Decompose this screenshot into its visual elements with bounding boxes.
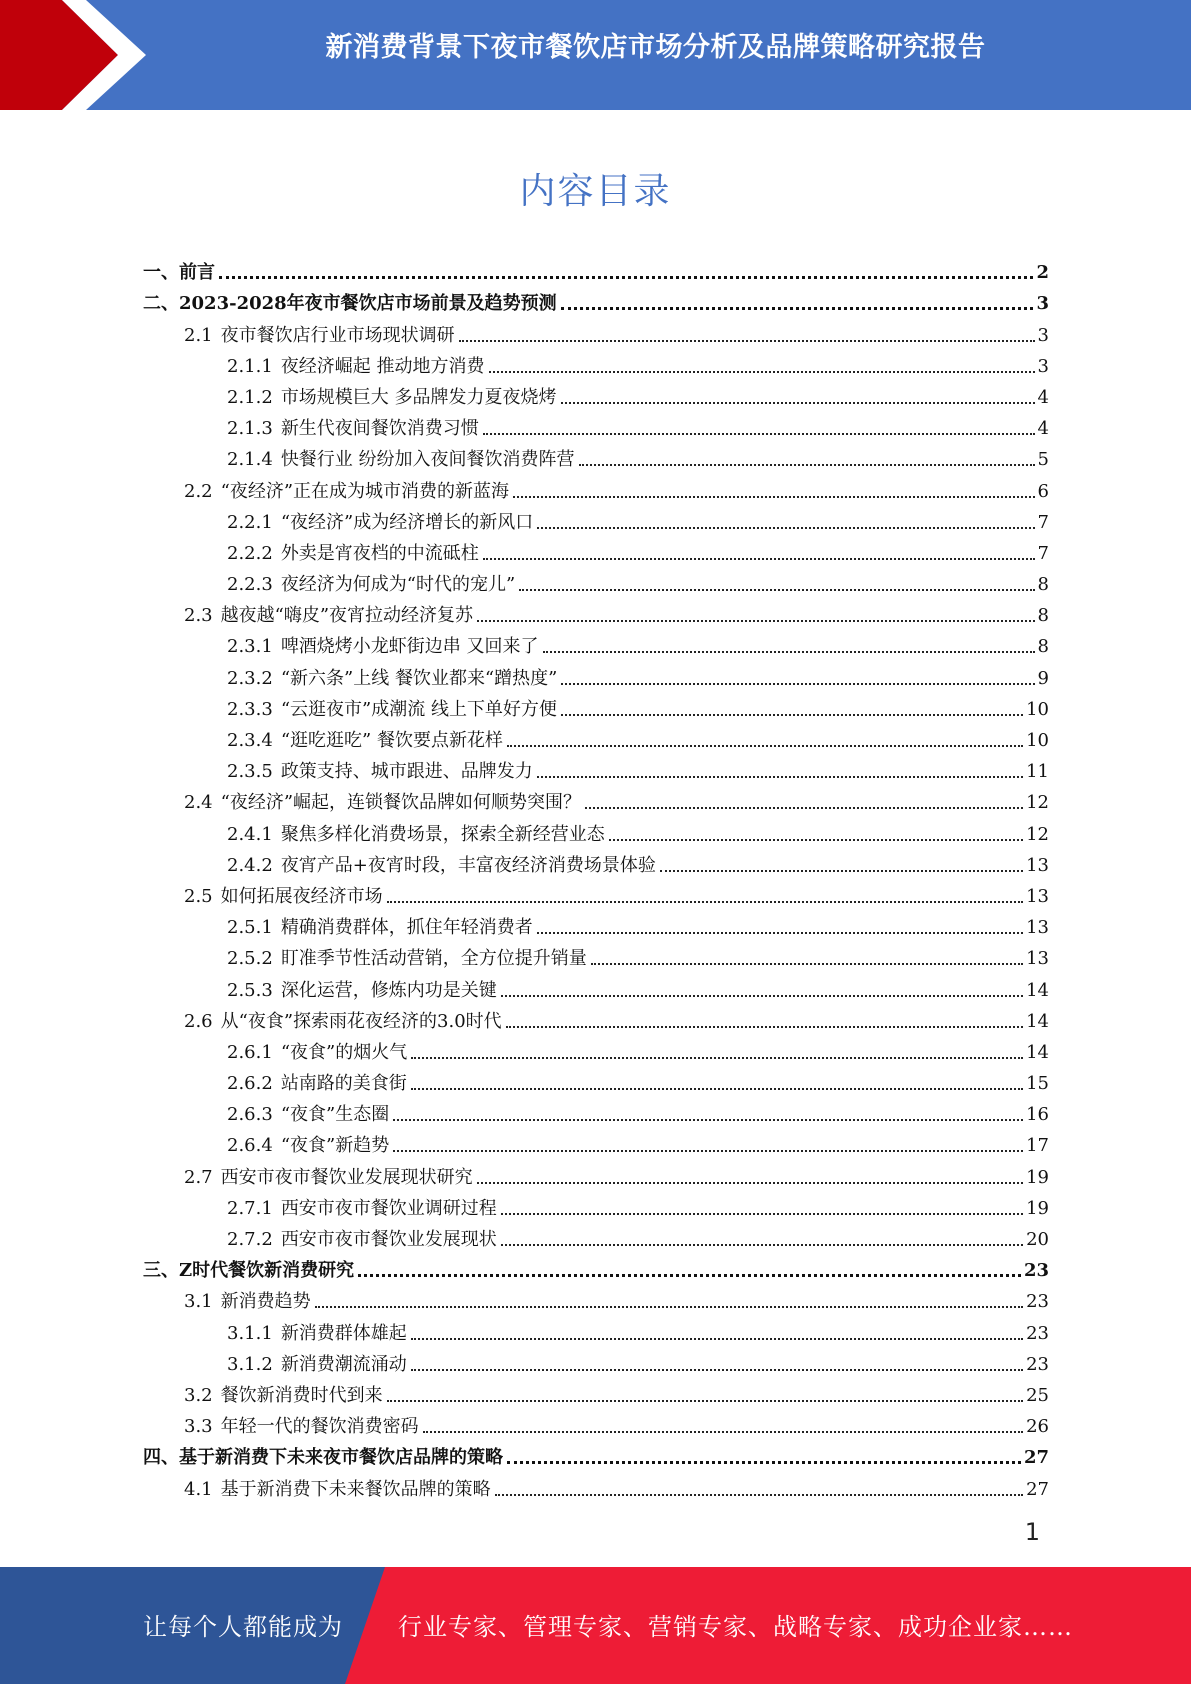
toc-entry-title: 外卖是宵夜档的中流砥柱 [280, 542, 479, 564]
toc-entry[interactable] [143, 909, 1049, 940]
toc-entry-number: 2.2 [184, 480, 213, 502]
toc-entry[interactable] [143, 1346, 1049, 1377]
toc-entry-title: “新六条”上线 餐饮业都来“蹭热度” [280, 667, 558, 689]
toc-entry-number: 2.1.2 [227, 386, 273, 408]
toc-entry-title: 如何拓展夜经济市场 [220, 885, 383, 907]
toc-dot-leader [387, 901, 1023, 903]
toc-entry-number: 2.6.3 [227, 1104, 273, 1126]
toc-dot-leader [219, 276, 1033, 279]
toc-entry-title: 新生代夜间餐饮消费习惯 [280, 418, 479, 440]
toc-entry-page: 4 [1037, 418, 1049, 440]
toc-entry-page: 13 [1026, 854, 1049, 876]
toc-entry-number: 2.4.1 [227, 823, 273, 845]
toc-dot-leader [507, 745, 1023, 747]
toc-entry-number: 3.2 [184, 1384, 213, 1406]
toc-entry-page: 15 [1026, 1073, 1049, 1095]
toc-entry[interactable] [143, 1283, 1049, 1314]
toc-entry-page: 14 [1026, 979, 1049, 1001]
toc-entry-number: 2.6.1 [227, 1041, 273, 1063]
toc-entry[interactable] [143, 847, 1049, 878]
toc-entry-title: 啤酒烧烤小龙虾街边串 又回来了 [280, 636, 539, 658]
toc-entry-title: 餐饮新消费时代到来 [220, 1384, 383, 1406]
toc-entry-title: 站南路的美食街 [280, 1073, 407, 1095]
toc-entry[interactable] [143, 316, 1049, 347]
toc-entry-number: 2.6 [184, 1010, 213, 1032]
toc-entry-title: 夜经济崛起 推动地方消费 [280, 355, 485, 377]
toc-dot-leader [477, 620, 1035, 622]
toc-entry-number: 2.3.3 [227, 698, 273, 720]
toc-entry[interactable] [143, 410, 1049, 441]
footer-slogan-right: 行业专家、管理专家、营销专家、战略专家、成功企业家…… [398, 1613, 1073, 1641]
toc-entry-number: 2.2.3 [227, 574, 273, 596]
toc-entry-number: 2.5.1 [227, 917, 273, 939]
toc-entry-number: 2.7.2 [227, 1229, 273, 1250]
toc-dot-leader [519, 589, 1034, 591]
toc-entry[interactable] [143, 1408, 1049, 1439]
toc-entry-number: 2.3.1 [227, 636, 273, 658]
toc-entry-page: 25 [1026, 1384, 1049, 1406]
toc-entry-page: 8 [1037, 605, 1049, 627]
toc-entry-page: 19 [1026, 1197, 1049, 1219]
toc-entry[interactable] [143, 1470, 1049, 1501]
toc-entry-page: 20 [1026, 1229, 1049, 1250]
toc-dot-leader [591, 963, 1023, 965]
toc-entry-page: 23 [1026, 1291, 1049, 1313]
toc-dot-leader [489, 371, 1035, 373]
toc-entry-page: 27 [1026, 1478, 1049, 1500]
toc-entry-title: 聚焦多样化消费场景，探索全新经营业态 [280, 823, 605, 845]
toc-entry-page: 27 [1023, 1447, 1049, 1469]
toc-dot-leader [513, 496, 1035, 498]
toc-entry-title: 二、2023-2028年夜市餐饮店市场前景及趋势预测 [143, 293, 557, 315]
toc-entry-page: 10 [1026, 698, 1049, 720]
toc-entry-number: 4.1 [184, 1478, 213, 1500]
toc-dot-leader [459, 340, 1035, 342]
toc-entry-number: 2.1.4 [227, 449, 273, 471]
toc-entry[interactable] [143, 691, 1049, 722]
toc-dot-leader [411, 1057, 1023, 1059]
toc-entry[interactable] [143, 348, 1049, 379]
toc-entry-title: 年轻一代的餐饮消费密码 [220, 1416, 419, 1438]
toc-entry[interactable] [143, 971, 1049, 1002]
toc-entry-number: 2.3.2 [227, 667, 273, 689]
toc-entry-title: 新消费趋势 [220, 1291, 311, 1313]
toc-entry-title: 西安市夜市餐饮业调研过程 [280, 1197, 497, 1219]
toc-entry-page: 5 [1037, 449, 1049, 471]
toc-dot-leader [501, 1213, 1023, 1215]
toc-dot-leader [411, 1369, 1023, 1371]
toc-dot-leader [561, 307, 1034, 310]
toc-entry-title: “夜经济”成为经济增长的新风口 [280, 511, 534, 533]
toc-dot-leader [393, 1119, 1023, 1121]
toc-entry-number: 2.7.1 [227, 1197, 273, 1219]
toc-entry-page: 17 [1026, 1135, 1049, 1157]
toc-dot-leader [393, 1150, 1023, 1152]
toc-entry-title: “夜食”的烟火气 [280, 1041, 408, 1063]
footer-slogan-left: 让每个人都能成为 [143, 1613, 343, 1641]
toc-entry[interactable] [143, 1003, 1049, 1034]
toc-entry-title: “逛吃逛吃” 餐饮要点新花样 [280, 730, 503, 751]
toc-entry-number: 2.1.3 [227, 418, 273, 440]
toc-entry-title: 新消费群体雄起 [280, 1322, 407, 1344]
toc-entry-title: 盯准季节性活动营销，全方位提升销量 [280, 948, 587, 970]
toc-entry[interactable] [143, 254, 1049, 285]
toc-dot-leader [507, 1461, 1021, 1464]
toc-dot-leader [537, 527, 1034, 529]
toc-dot-leader [315, 1306, 1023, 1308]
toc-entry-title: “夜经济”崛起，连锁餐饮品牌如何顺势突围？ [220, 792, 582, 814]
toc-entry[interactable] [143, 722, 1049, 753]
toc-entry-title: 基于新消费下未来餐饮品牌的策略 [220, 1478, 491, 1500]
toc-dot-leader [483, 558, 1035, 560]
toc-entry-number: 2.2.1 [227, 511, 273, 533]
toc-entry[interactable] [143, 285, 1049, 316]
toc-entry-page: 23 [1026, 1353, 1049, 1375]
toc-entry-title: “夜食”新趋势 [280, 1135, 390, 1157]
toc-entry-number: 3.3 [184, 1416, 213, 1438]
toc-entry-title: 西安市夜市餐饮业发展现状 [280, 1229, 497, 1250]
toc-entry-number: 2.4 [184, 792, 213, 814]
toc-entry-page: 13 [1026, 948, 1049, 970]
toc-entry-title: 西安市夜市餐饮业发展现状研究 [220, 1166, 473, 1188]
toc-entry[interactable] [143, 940, 1049, 971]
toc-dot-leader [411, 1088, 1023, 1090]
toc-dot-leader [501, 995, 1023, 997]
toc-entry-number: 2.2.2 [227, 542, 273, 564]
toc-entry-title: 越夜越“嗨皮”夜宵拉动经济复苏 [220, 605, 474, 627]
toc-entry-title: 夜宵产品+夜宵时段，丰富夜经济消费场景体验 [280, 854, 656, 876]
toc-dot-leader [495, 1494, 1023, 1496]
toc-entry-number: 2.6.4 [227, 1135, 273, 1157]
toc-entry[interactable] [143, 1439, 1049, 1470]
toc-entry[interactable] [143, 535, 1049, 566]
toc-entry-title: 夜市餐饮店行业市场现状调研 [220, 324, 455, 346]
toc-entry-page: 23 [1026, 1322, 1049, 1344]
toc-dot-leader [585, 807, 1023, 809]
toc-dot-leader [561, 714, 1023, 716]
toc-entry-title: 夜经济为何成为“时代的宠儿” [280, 574, 516, 596]
toc-entry-title: 市场规模巨大 多品牌发力夏夜烧烤 [280, 386, 557, 408]
toc-dot-leader [501, 1244, 1023, 1246]
toc-entry[interactable] [143, 1314, 1049, 1345]
toc-entry-number: 2.6.2 [227, 1073, 273, 1095]
toc-entry[interactable] [143, 1096, 1049, 1127]
toc-entry[interactable] [143, 441, 1049, 472]
toc-entry-title: 新消费潮流涌动 [280, 1353, 407, 1375]
toc-entry-title: “夜经济”正在成为城市消费的新蓝海 [220, 480, 510, 502]
toc-entry-number: 2.7 [184, 1166, 213, 1188]
toc-entry-page: 6 [1037, 480, 1049, 502]
toc-dot-leader [561, 683, 1034, 685]
toc-entry[interactable] [143, 1034, 1049, 1065]
toc-entry-title: 三、Z时代餐饮新消费研究 [143, 1260, 355, 1282]
toc-entry-number: 3.1.2 [227, 1353, 273, 1375]
toc-entry-number: 3.1 [184, 1291, 213, 1313]
toc-entry-number: 2.5.2 [227, 948, 273, 970]
toc-entry-title: 深化运营，修炼内功是关键 [280, 979, 497, 1001]
page-number: 1 [1024, 1518, 1040, 1546]
toc-entry-number: 2.5 [184, 885, 213, 907]
toc-entry-page: 8 [1037, 636, 1049, 658]
toc-entry-page: 26 [1026, 1416, 1049, 1438]
toc-entry[interactable] [143, 1190, 1049, 1221]
toc-entry-page: 3 [1037, 324, 1049, 346]
toc-entry-number: 2.4.2 [227, 854, 273, 876]
toc-heading: 内容目录 [519, 171, 672, 212]
header-band [0, 0, 1191, 110]
toc-entry-number: 2.3 [184, 605, 213, 627]
toc-entry-title: 精确消费群体，抓住年轻消费者 [280, 917, 533, 939]
toc-entry[interactable] [143, 628, 1049, 659]
toc-entry-title: “夜食”生态圈 [280, 1104, 390, 1126]
toc-entry-page: 13 [1026, 917, 1049, 939]
toc-entry[interactable] [143, 1065, 1049, 1096]
toc-dot-leader [506, 1026, 1023, 1028]
toc-entry-number: 2.1 [184, 324, 213, 346]
toc-entry-page: 2 [1036, 262, 1049, 284]
toc-entry-page: 7 [1037, 542, 1049, 564]
toc-dot-leader [358, 1274, 1021, 1277]
toc-dot-leader [660, 870, 1023, 872]
toc-entry-title: 一、前言 [143, 262, 215, 284]
toc-entry-page: 23 [1023, 1260, 1049, 1282]
toc-entry-page: 16 [1026, 1104, 1049, 1126]
toc-entry-page: 12 [1026, 792, 1049, 814]
toc-entry[interactable] [143, 784, 1049, 815]
toc-entry-number: 3.1.1 [227, 1322, 273, 1344]
toc-entry-number: 2.1.1 [227, 355, 273, 377]
toc-dot-leader [537, 932, 1023, 934]
toc-entry-page: 14 [1026, 1010, 1049, 1032]
report-title: 新消费背景下夜市餐饮店市场分析及品牌策略研究报告 [325, 32, 986, 63]
toc-list [143, 254, 1049, 1502]
toc-entry-page: 9 [1037, 667, 1049, 689]
toc-entry-page: 12 [1026, 823, 1049, 845]
toc-entry[interactable] [143, 878, 1049, 909]
toc-entry[interactable] [143, 1377, 1049, 1408]
toc-entry[interactable] [143, 659, 1049, 690]
toc-entry-page: 10 [1026, 730, 1049, 751]
toc-entry[interactable] [143, 1221, 1049, 1252]
toc-entry[interactable] [143, 753, 1049, 784]
toc-entry-page: 3 [1036, 293, 1049, 315]
toc-entry-title: 从“夜食”探索雨花夜经济的3.0时代 [220, 1010, 502, 1032]
toc-entry[interactable] [143, 379, 1049, 410]
toc-dot-leader [387, 1400, 1023, 1402]
toc-entry-page: 19 [1026, 1166, 1049, 1188]
toc-entry-title: “云逛夜市”成潮流 线上下单好方便 [280, 698, 557, 720]
toc-entry[interactable] [143, 815, 1049, 846]
toc-entry-title: 快餐行业 纷纷加入夜间餐饮消费阵营 [280, 449, 575, 471]
toc-entry-page: 4 [1037, 386, 1049, 408]
toc-dot-leader [411, 1338, 1023, 1340]
footer-band [0, 1567, 1191, 1684]
toc-entry[interactable] [143, 597, 1049, 628]
toc-entry[interactable] [143, 1127, 1049, 1158]
toc-entry-page: 7 [1037, 511, 1049, 533]
toc-entry-page: 3 [1037, 355, 1049, 377]
toc-entry-number: 2.3.5 [227, 761, 273, 783]
toc-entry-page: 8 [1037, 574, 1049, 596]
toc-entry-page: 13 [1026, 885, 1049, 907]
toc-entry[interactable] [143, 504, 1049, 535]
toc-dot-leader [609, 839, 1023, 841]
toc-entry-page: 14 [1026, 1041, 1049, 1063]
toc-dot-leader [483, 433, 1035, 435]
toc-entry[interactable] [143, 1252, 1049, 1283]
toc-entry[interactable] [143, 566, 1049, 597]
toc-dot-leader [579, 464, 1035, 466]
toc-dot-leader [561, 402, 1035, 404]
toc-entry-number: 2.5.3 [227, 979, 273, 1001]
toc-entry-number: 2.3.4 [227, 730, 273, 751]
toc-entry[interactable] [143, 472, 1049, 503]
toc-entry-page: 11 [1026, 761, 1049, 783]
toc-dot-leader [537, 776, 1023, 778]
toc-entry-title: 政策支持、城市跟进、品牌发力 [280, 761, 533, 783]
toc-dot-leader [477, 1182, 1023, 1184]
toc-dot-leader [423, 1431, 1023, 1433]
toc-dot-leader [543, 651, 1035, 653]
toc-entry[interactable] [143, 1158, 1049, 1189]
toc-entry-title: 四、基于新消费下未来夜市餐饮店品牌的策略 [143, 1447, 503, 1469]
